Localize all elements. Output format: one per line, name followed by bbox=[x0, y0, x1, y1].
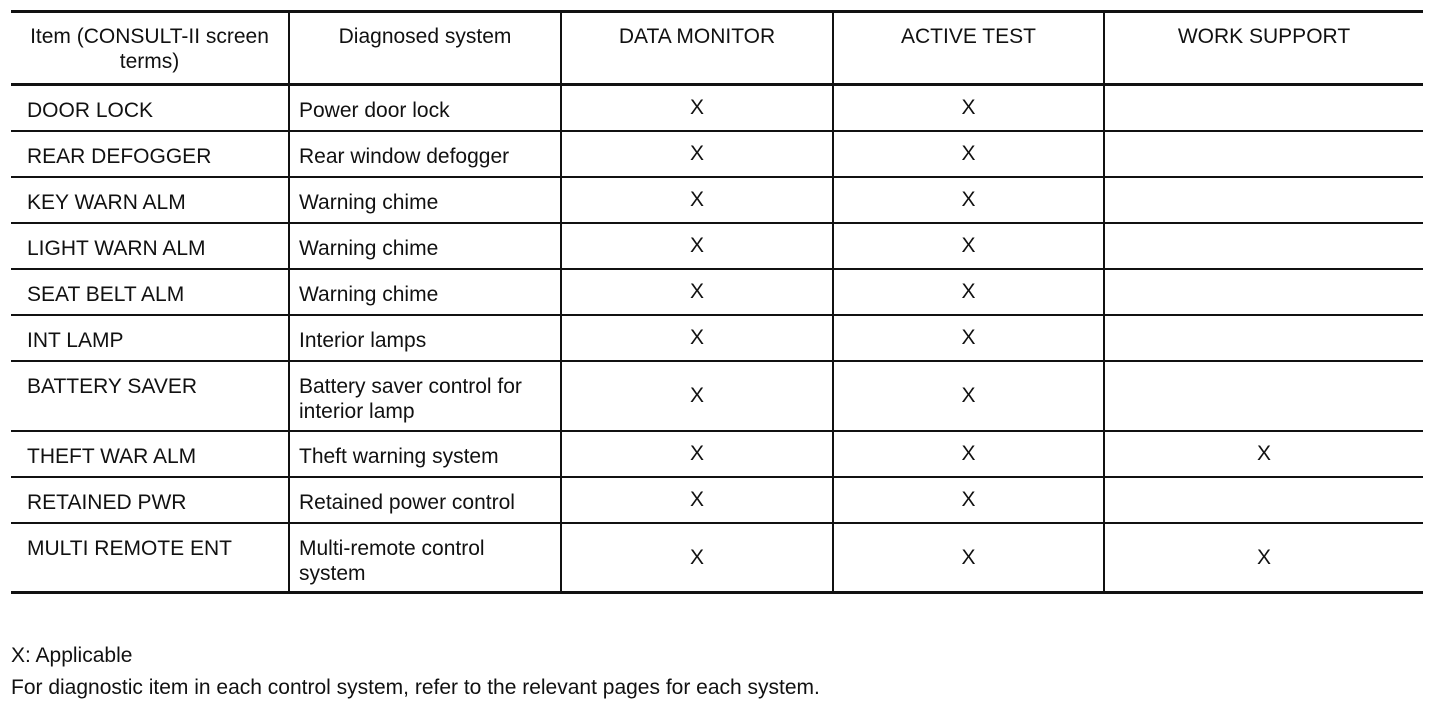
work-support-cell bbox=[1104, 315, 1423, 361]
item-cell: RETAINED PWR bbox=[27, 490, 187, 514]
system-cell: Warning chime bbox=[289, 177, 561, 223]
item-cell: BATTERY SAVER bbox=[27, 374, 197, 398]
work-support-cell bbox=[1104, 269, 1423, 315]
active-test-cell: X bbox=[833, 85, 1104, 131]
header-item: Item (CONSULT-II screen terms) bbox=[11, 12, 289, 85]
system-cell: Multi-remote control system bbox=[289, 523, 561, 593]
active-test-cell: X bbox=[833, 177, 1104, 223]
system-cell: Warning chime bbox=[289, 223, 561, 269]
work-support-cell bbox=[1104, 477, 1423, 523]
table-row bbox=[11, 315, 1423, 361]
active-test-cell: X bbox=[833, 131, 1104, 177]
system-cell: Rear window defogger bbox=[289, 131, 561, 177]
work-support-cell bbox=[1104, 131, 1423, 177]
data-monitor-cell: X bbox=[561, 315, 833, 361]
active-test-cell: X bbox=[833, 361, 1104, 431]
table-row bbox=[11, 177, 1423, 223]
consult-ii-items-table bbox=[11, 10, 1423, 594]
work-support-cell bbox=[1104, 85, 1423, 131]
system-cell: Battery saver control for interior lamp bbox=[289, 361, 561, 431]
data-monitor-cell: X bbox=[561, 269, 833, 315]
table-notes bbox=[11, 640, 820, 704]
system-cell: Power door lock bbox=[289, 85, 561, 131]
system-cell: Interior lamps bbox=[289, 315, 561, 361]
active-test-cell: X bbox=[833, 315, 1104, 361]
item-cell: DOOR LOCK bbox=[27, 99, 154, 122]
work-support-cell: X bbox=[1104, 523, 1423, 593]
item-cell: REAR DEFOGGER bbox=[27, 144, 212, 168]
data-monitor-cell: X bbox=[561, 431, 833, 477]
table-row bbox=[11, 431, 1423, 477]
table-row bbox=[11, 85, 1423, 131]
table-row bbox=[11, 269, 1423, 315]
header-work-support: WORK SUPPORT bbox=[1104, 12, 1423, 85]
data-monitor-cell: X bbox=[561, 131, 833, 177]
work-support-cell bbox=[1104, 177, 1423, 223]
work-support-cell bbox=[1104, 223, 1423, 269]
data-monitor-cell: X bbox=[561, 477, 833, 523]
active-test-cell: X bbox=[833, 269, 1104, 315]
header-active-test: ACTIVE TEST bbox=[833, 12, 1104, 85]
consult-ii-table-container bbox=[11, 10, 1423, 594]
system-cell: Retained power control bbox=[289, 477, 561, 523]
data-monitor-cell: X bbox=[561, 223, 833, 269]
active-test-cell: X bbox=[833, 477, 1104, 523]
data-monitor-cell: X bbox=[561, 361, 833, 431]
legend-note: X: Applicable bbox=[11, 644, 133, 667]
header-data-monitor: DATA MONITOR bbox=[561, 12, 833, 85]
system-cell: Theft warning system bbox=[289, 431, 561, 477]
item-cell: THEFT WAR ALM bbox=[27, 444, 197, 468]
header-diagnosed-system: Diagnosed system bbox=[289, 12, 561, 85]
data-monitor-cell: X bbox=[561, 523, 833, 593]
item-cell: SEAT BELT ALM bbox=[27, 282, 185, 306]
table-header-row bbox=[11, 12, 1423, 85]
data-monitor-cell: X bbox=[561, 177, 833, 223]
item-cell: KEY WARN ALM bbox=[27, 190, 186, 214]
system-cell: Warning chime bbox=[289, 269, 561, 315]
table-row bbox=[11, 477, 1423, 523]
item-cell: LIGHT WARN ALM bbox=[27, 236, 206, 260]
table-row bbox=[11, 223, 1423, 269]
item-cell: MULTI REMOTE ENT bbox=[27, 536, 232, 560]
reference-note: For diagnostic item in each control system, refer to the relevant pages for each system. bbox=[11, 676, 820, 699]
work-support-cell bbox=[1104, 361, 1423, 431]
table-row bbox=[11, 131, 1423, 177]
work-support-cell: X bbox=[1104, 431, 1423, 477]
active-test-cell: X bbox=[833, 223, 1104, 269]
item-cell: INT LAMP bbox=[27, 328, 124, 352]
active-test-cell: X bbox=[833, 523, 1104, 593]
table-row bbox=[11, 361, 1423, 431]
table-row bbox=[11, 523, 1423, 593]
data-monitor-cell: X bbox=[561, 85, 833, 131]
active-test-cell: X bbox=[833, 431, 1104, 477]
